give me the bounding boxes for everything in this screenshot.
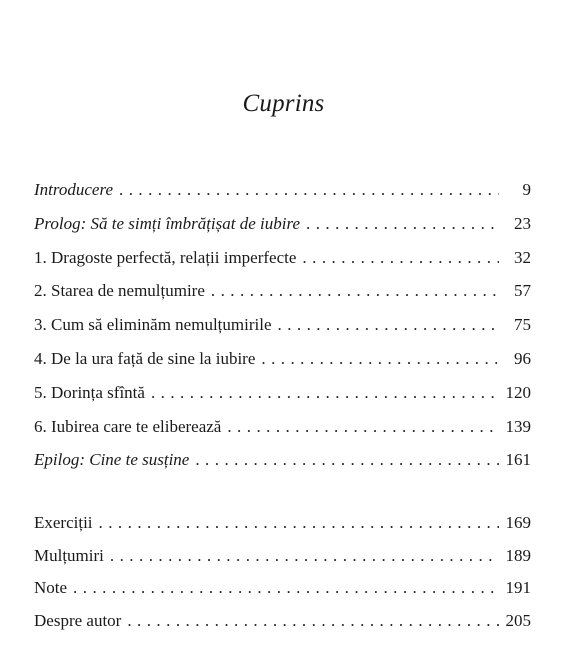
dot-leader: [110, 546, 499, 566]
toc-entry: [34, 281, 531, 315]
toc-entry-page: 120: [505, 382, 531, 402]
toc-entry: [34, 546, 531, 579]
toc-entry-label: Introducere: [34, 180, 113, 199]
toc-entry-label: 6. Iubirea care te eliberează: [34, 416, 222, 436]
toc-entry: [34, 450, 531, 484]
dot-leader: [195, 450, 499, 470]
toc-entry-page: 57: [514, 281, 531, 301]
toc-entry-page: 161: [505, 450, 531, 470]
toc-entry-label: Despre autor: [34, 611, 122, 631]
toc-entry-label: Note: [34, 578, 68, 598]
dot-leader: [127, 611, 499, 631]
page-title: Cuprins: [242, 90, 325, 117]
toc-back-matter-section: [34, 513, 531, 644]
dot-leader: [73, 578, 499, 598]
toc-entry-label: Exerciții: [34, 513, 93, 532]
toc-entry: [34, 349, 531, 383]
toc-entry: [34, 315, 531, 349]
toc-entry-label: Epilog: Cine te susține: [34, 450, 190, 470]
toc-entry-page: 139: [505, 416, 531, 436]
toc-entry-label: Mulțumiri: [34, 545, 104, 565]
toc-entry-page: 75: [514, 315, 531, 335]
toc-entry-page: 169: [505, 513, 531, 532]
toc-entry: [34, 513, 531, 546]
toc-entry: [34, 417, 531, 451]
dot-leader: [227, 417, 499, 437]
dot-leader: [278, 315, 500, 335]
toc-entry-label: 1. Dragoste perfectă, relații imperfecte: [34, 247, 297, 267]
toc-entry-page: 205: [505, 611, 531, 631]
toc-entry: [34, 611, 531, 644]
toc-entry-page: 9: [522, 180, 531, 199]
toc-entry-page: 23: [514, 213, 531, 233]
dot-leader: [119, 180, 499, 200]
dot-leader: [306, 214, 499, 234]
toc-entry: [34, 214, 531, 248]
toc-entry-label: 5. Dorința sfîntă: [34, 382, 145, 402]
dot-leader: [99, 513, 499, 533]
toc-entry-page: 191: [505, 578, 531, 598]
toc-entry: [34, 180, 531, 214]
toc-entry: [34, 383, 531, 417]
toc-entry-page: 96: [514, 348, 531, 368]
dot-leader: [261, 349, 499, 369]
dot-leader: [211, 281, 499, 301]
toc-main-section: [34, 180, 531, 484]
toc-entry-page: 32: [514, 247, 531, 267]
toc-entry-label: Prolog: Să te simți îmbrățișat de iubire: [34, 213, 301, 233]
toc-entry-page: 189: [505, 545, 531, 565]
toc-entry-label: 4. De la ura față de sine la iubire: [34, 348, 256, 368]
dot-leader: [302, 248, 499, 268]
dot-leader: [151, 383, 499, 403]
toc-entry-label: 2. Starea de nemulțumire: [34, 281, 205, 301]
toc-entry: [34, 578, 531, 611]
toc-entry-label: 3. Cum să eliminăm nemulțumirile: [34, 315, 272, 335]
toc-entry: [34, 248, 531, 282]
